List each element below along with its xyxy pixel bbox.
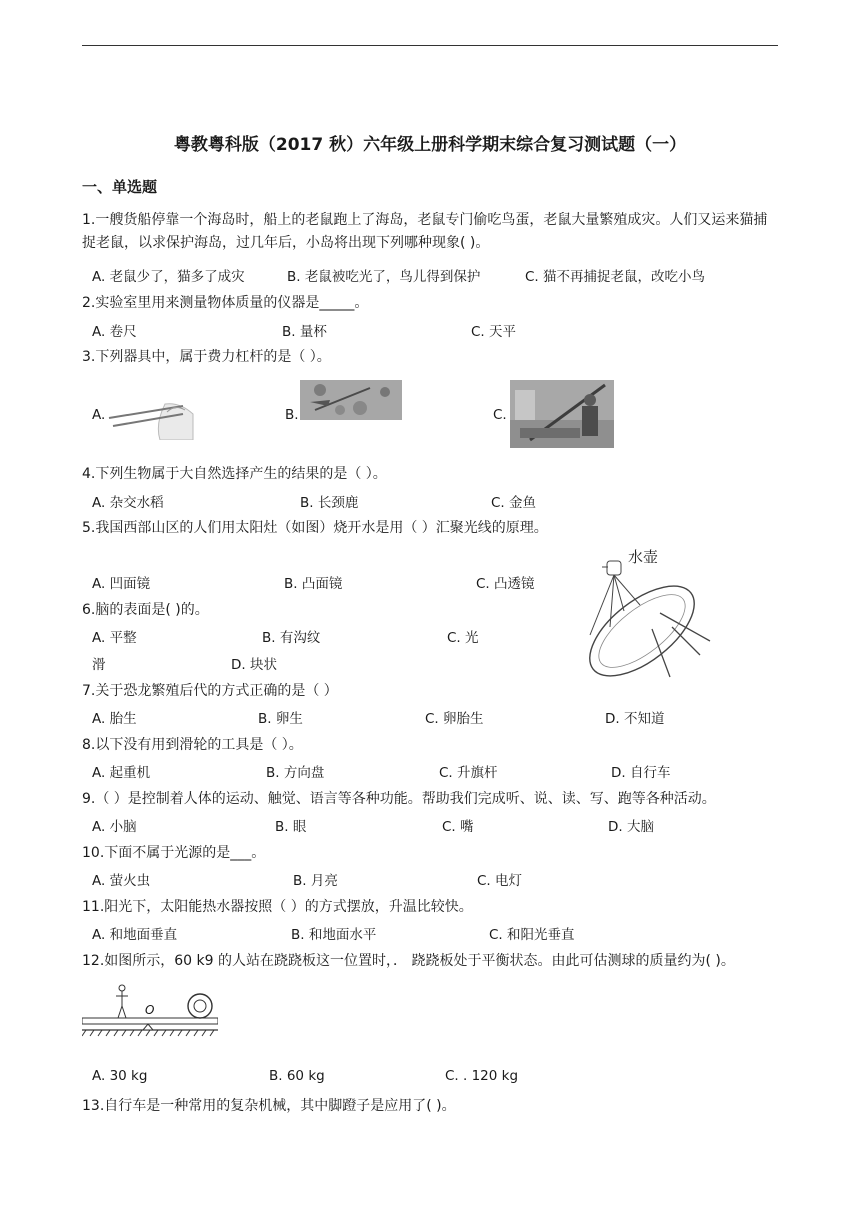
q3-option-c[interactable]: C. <box>493 407 507 423</box>
section-heading: 一、单选题 <box>82 178 158 196</box>
q9-option-d[interactable]: D. 大脑 <box>608 819 654 835</box>
field-tool-image <box>300 380 402 424</box>
q12-option-b[interactable]: B. 60 kg <box>269 1068 325 1084</box>
q4-option-a[interactable]: A. 杂交水稻 <box>92 495 164 511</box>
q6-option-c[interactable]: C. 光 <box>447 630 479 646</box>
lever-worker-image <box>510 380 614 452</box>
q8-option-d[interactable]: D. 自行车 <box>611 765 671 781</box>
question-4-text: 4.下列生物属于大自然选择产生的结果的是（ ）。 <box>82 466 387 482</box>
q6-option-a[interactable]: A. 平整 <box>92 630 137 646</box>
q7-option-a[interactable]: A. 胎生 <box>92 711 137 727</box>
q2-option-a[interactable]: A. 卷尺 <box>92 324 137 340</box>
q10-option-b[interactable]: B. 月亮 <box>293 873 338 889</box>
q10-option-c[interactable]: C. 电灯 <box>477 873 523 889</box>
q6-option-b[interactable]: B. 有沟纹 <box>262 630 321 646</box>
q6-option-d[interactable]: D. 块状 <box>231 657 277 673</box>
q2-option-c[interactable]: C. 天平 <box>471 324 517 340</box>
q9-option-a[interactable]: A. 小脑 <box>92 819 137 835</box>
q12-option-c[interactable]: C. . 120 kg <box>445 1068 519 1084</box>
q9-option-b[interactable]: B. 眼 <box>275 819 307 835</box>
question-5-text: 5.我国西部山区的人们用太阳灶（如图）烧开水是用（ ）汇聚光线的原理。 <box>82 520 548 536</box>
question-3-text: 3.下列器具中，属于费力杠杆的是（ ）。 <box>82 349 331 365</box>
q1-option-c[interactable]: C. 猫不再捕捉老鼠，改吃小鸟 <box>525 269 706 285</box>
q8-option-c[interactable]: C. 升旗杆 <box>439 765 498 781</box>
question-13-text: 13.自行车是一种常用的复杂机械，其中脚蹬子是应用了( )。 <box>82 1098 456 1114</box>
q7-option-d[interactable]: D. 不知道 <box>605 711 665 727</box>
q5-option-b[interactable]: B. 凸面镜 <box>284 576 343 592</box>
q11-option-a[interactable]: A. 和地面垂直 <box>92 927 178 943</box>
header-rule <box>82 45 778 46</box>
question-7-text: 7.关于恐龙繁殖后代的方式正确的是（ ） <box>82 683 338 699</box>
chopsticks-image <box>105 384 195 444</box>
q7-option-c[interactable]: C. 卵胎生 <box>425 711 484 727</box>
q2-option-b[interactable]: B. 量杯 <box>282 324 327 340</box>
q8-option-b[interactable]: B. 方向盘 <box>266 765 325 781</box>
question-10-text: 10.下面不属于光源的是___。 <box>82 845 266 861</box>
q4-option-c[interactable]: C. 金鱼 <box>491 495 537 511</box>
q8-option-a[interactable]: A. 起重机 <box>92 765 151 781</box>
question-8-text: 8.以下没有用到滑轮的工具是（ ）。 <box>82 737 303 753</box>
question-9-text: 9.（ ）是控制着人体的运动、触觉、语言等各种功能。帮助我们完成听、说、读、写、跑等各种活动。 <box>82 791 716 807</box>
q9-option-c[interactable]: C. 嘴 <box>442 819 474 835</box>
q6-option-c-continued: 滑 <box>92 657 106 673</box>
q1-option-a[interactable]: A. 老鼠少了，猫多了成灾 <box>92 269 245 285</box>
q5-option-a[interactable]: A. 凹面镜 <box>92 576 151 592</box>
fulcrum-label: O <box>145 1003 155 1017</box>
q10-option-a[interactable]: A. 萤火虫 <box>92 873 151 889</box>
q11-option-c[interactable]: C. 和阳光垂直 <box>489 927 575 943</box>
question-2-text: 2.实验室里用来测量物体质量的仪器是_____。 <box>82 295 369 311</box>
q7-option-b[interactable]: B. 卵生 <box>258 711 303 727</box>
q1-option-b[interactable]: B. 老鼠被吃光了，鸟儿得到保护 <box>287 269 481 285</box>
kettle-label: 水壶 <box>628 548 659 566</box>
q11-option-b[interactable]: B. 和地面水平 <box>291 927 377 943</box>
q3-option-b[interactable]: B. <box>285 407 299 423</box>
q4-option-b[interactable]: B. 长颈鹿 <box>300 495 359 511</box>
q12-option-a[interactable]: A. 30 kg <box>92 1068 148 1084</box>
question-11-text: 11.阳光下，太阳能热水器按照（ ）的方式摆放，升温比较快。 <box>82 899 473 915</box>
question-6-text: 6.脑的表面是( )的。 <box>82 602 209 618</box>
q3-option-a[interactable]: A. <box>92 407 106 423</box>
question-12-text: 12.如图所示，60 k9 的人站在跷跷板这一位置时，． 跷跷板处于平衡状态。由此可估测球的质量约为( )。 <box>82 953 735 969</box>
page-title: 粤教粤科版（2017 秋）六年级上册科学期末综合复习测试题（一） <box>173 135 687 155</box>
question-1-text: 1.一艘货船停靠一个海岛时，船上的老鼠跑上了海岛，老鼠专门偷吃鸟蛋，老鼠大量繁殖成灾。人们又运来猫捕捉老鼠，以求保护海岛，过几年后，小岛将出现下列哪种现象( )。 <box>82 212 768 251</box>
q5-option-c[interactable]: C. 凸透镜 <box>476 576 535 592</box>
